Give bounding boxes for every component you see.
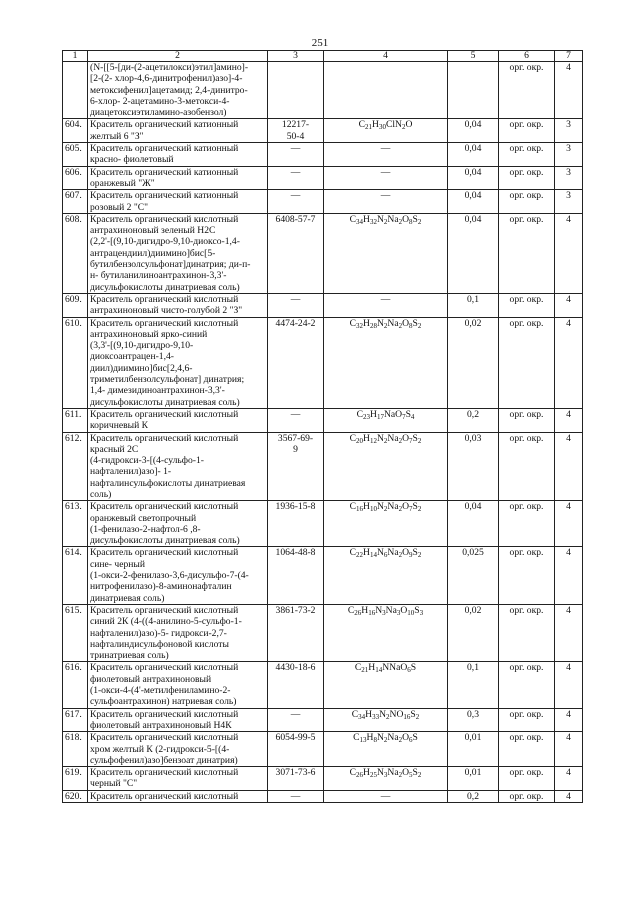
cas-number: 4430-18-6 bbox=[268, 662, 324, 708]
concentration-limit: 0,04 bbox=[448, 501, 499, 547]
cas-number: 1936-15-8 bbox=[268, 501, 324, 547]
substance-name: Краситель органический кислотный синий 2К (4-((4-анилино-5-сульфо-1- нафталенил)азо)-5- гидрокси-2,7- нафталиндисульфоновой кислоты тринатриевая соль) bbox=[88, 604, 268, 661]
concentration-limit bbox=[448, 62, 499, 119]
limiting-index: орг. окр. bbox=[499, 501, 555, 547]
table-row bbox=[63, 213, 583, 293]
limiting-index: орг. окр. bbox=[499, 119, 555, 143]
substance-name: Краситель органический катионный красно- фиолетовый bbox=[88, 143, 268, 167]
hazard-class: 3 bbox=[555, 190, 583, 214]
limiting-index: орг. окр. bbox=[499, 432, 555, 501]
concentration-limit: 0,1 bbox=[448, 293, 499, 317]
table-row bbox=[63, 143, 583, 167]
column-header: 7 bbox=[555, 51, 583, 62]
limiting-index: орг. окр. bbox=[499, 547, 555, 604]
substance-name: Краситель органический кислотный антрахиноновый ярко-синий (3,3'-[(9,10-дигидро-9,10- диоксоантрацен-1,4- диил)диимино]бис[2,4,6- триметилбензолсульфонат] динатрия; 1,4- димезидиноантрахинон-3,3'- дисульфокислоты динатриевая соль) bbox=[88, 317, 268, 408]
hazard-class: 4 bbox=[555, 547, 583, 604]
substance-name: Краситель органический кислотный черный "С" bbox=[88, 767, 268, 791]
hazard-class: 4 bbox=[555, 790, 583, 802]
concentration-limit: 0,02 bbox=[448, 604, 499, 661]
table-row bbox=[63, 408, 583, 432]
substance-name: Краситель органический кислотный фиолетовый антрахиноновый (1-окси-4-(4'-метилфениламино-2- сульфоантрахинон) натриевая соль) bbox=[88, 662, 268, 708]
concentration-limit: 0,04 bbox=[448, 119, 499, 143]
page-number: 251 bbox=[311, 37, 329, 49]
column-header: 6 bbox=[499, 51, 555, 62]
row-number bbox=[63, 62, 88, 119]
limiting-index: орг. окр. bbox=[499, 317, 555, 408]
concentration-limit: 0,03 bbox=[448, 432, 499, 501]
hazard-class: 4 bbox=[555, 708, 583, 732]
table-row bbox=[63, 547, 583, 604]
row-number: 615. bbox=[63, 604, 88, 661]
substance-name: Краситель органический катионный розовый 2 "С" bbox=[88, 190, 268, 214]
concentration-limit: 0,2 bbox=[448, 408, 499, 432]
substance-name: Краситель органический кислотный фиолетовый антрахиноновый Н4К bbox=[88, 708, 268, 732]
concentration-limit: 0,01 bbox=[448, 732, 499, 767]
table-row bbox=[63, 790, 583, 802]
table-row bbox=[63, 119, 583, 143]
cas-number: — bbox=[268, 166, 324, 190]
limiting-index: орг. окр. bbox=[499, 143, 555, 167]
table-row bbox=[63, 166, 583, 190]
table-row bbox=[63, 662, 583, 708]
row-number: 616. bbox=[63, 662, 88, 708]
chemical-formula: $C_{22}H_{14}N_6Na_2O_9S_2$ bbox=[324, 547, 448, 604]
limiting-index: орг. окр. bbox=[499, 708, 555, 732]
cas-number: 6054-99-5 bbox=[268, 732, 324, 767]
row-number: 609. bbox=[63, 293, 88, 317]
row-number: 614. bbox=[63, 547, 88, 604]
cas-number bbox=[268, 62, 324, 119]
hazard-class: 4 bbox=[555, 662, 583, 708]
concentration-limit: 0,04 bbox=[448, 166, 499, 190]
cas-number: — bbox=[268, 293, 324, 317]
limiting-index: орг. окр. bbox=[499, 662, 555, 708]
chemical-formula: $C_{21}H_{30}ClN_2O$ bbox=[324, 119, 448, 143]
table-row bbox=[63, 501, 583, 547]
hazard-class: 3 bbox=[555, 119, 583, 143]
cas-number: — bbox=[268, 708, 324, 732]
row-number: 606. bbox=[63, 166, 88, 190]
row-number: 607. bbox=[63, 190, 88, 214]
concentration-limit: 0,01 bbox=[448, 767, 499, 791]
concentration-limit: 0,3 bbox=[448, 708, 499, 732]
substance-name: (N-[[5-[ди-(2-ацетилокси)этил]амино]- [2-(2- хлор-4,6-динитрофенил)азо]-4- метоксифенил]ацетамид; 2,4-динитро- 6-хлор- 2-ацетамино-3-метокси-4- диацетоксиэтиламино-азобензол) bbox=[88, 62, 268, 119]
limiting-index: орг. окр. bbox=[499, 62, 555, 119]
limiting-index: орг. окр. bbox=[499, 213, 555, 293]
cas-number: 4474-24-2 bbox=[268, 317, 324, 408]
substance-name: Краситель органический кислотный антрахиноновый зеленый Н2С (2,2'-[(9,10-дигидро-9,10-диоксо-1,4- антрацендиил)диимино]бис[5- бутилбензолсульфонат]динатрия; ди-п- н- бутиланилиноантрахинон-3,3'- дисульфокислоты динатриевая соль) bbox=[88, 213, 268, 293]
cas-number: 3071-73-6 bbox=[268, 767, 324, 791]
table-row bbox=[63, 293, 583, 317]
cas-number: — bbox=[268, 408, 324, 432]
chemical-formula bbox=[324, 62, 448, 119]
hazard-class: 4 bbox=[555, 213, 583, 293]
limiting-index: орг. окр. bbox=[499, 293, 555, 317]
concentration-limit: 0,04 bbox=[448, 213, 499, 293]
row-number: 611. bbox=[63, 408, 88, 432]
cas-number: — bbox=[268, 143, 324, 167]
row-number: 618. bbox=[63, 732, 88, 767]
row-number: 612. bbox=[63, 432, 88, 501]
substances-table bbox=[62, 50, 583, 803]
chemical-formula: $C_{32}H_{28}N_2Na_2O_8S_2$ bbox=[324, 317, 448, 408]
limiting-index: орг. окр. bbox=[499, 732, 555, 767]
concentration-limit: 0,025 bbox=[448, 547, 499, 604]
row-number: 608. bbox=[63, 213, 88, 293]
row-number: 610. bbox=[63, 317, 88, 408]
chemical-formula: — bbox=[324, 790, 448, 802]
cas-number: — bbox=[268, 190, 324, 214]
limiting-index: орг. окр. bbox=[499, 604, 555, 661]
hazard-class: 4 bbox=[555, 408, 583, 432]
table-row bbox=[63, 708, 583, 732]
concentration-limit: 0,04 bbox=[448, 190, 499, 214]
chemical-formula: $C_{20}H_{12}N_2Na_2O_7S_2$ bbox=[324, 432, 448, 501]
row-number: 620. bbox=[63, 790, 88, 802]
row-number: 619. bbox=[63, 767, 88, 791]
hazard-class: 4 bbox=[555, 732, 583, 767]
chemical-formula: $C_{26}H_{25}N_3Na_2O_5S_2$ bbox=[324, 767, 448, 791]
chemical-formula: $C_{23}H_{17}NaO_7S_4$ bbox=[324, 408, 448, 432]
column-header: 4 bbox=[324, 51, 448, 62]
row-number: 604. bbox=[63, 119, 88, 143]
cas-number: 3861-73-2 bbox=[268, 604, 324, 661]
hazard-class: 4 bbox=[555, 293, 583, 317]
row-number: 617. bbox=[63, 708, 88, 732]
header-row bbox=[63, 51, 583, 62]
substance-name: Краситель органический катионный оранжевый "Ж" bbox=[88, 166, 268, 190]
row-number: 613. bbox=[63, 501, 88, 547]
column-header: 5 bbox=[448, 51, 499, 62]
substance-name: Краситель органический кислотный коричневый К bbox=[88, 408, 268, 432]
hazard-class: 3 bbox=[555, 143, 583, 167]
concentration-limit: 0,02 bbox=[448, 317, 499, 408]
table-row bbox=[63, 767, 583, 791]
table-row bbox=[63, 317, 583, 408]
cas-number: 12217- 50-4 bbox=[268, 119, 324, 143]
table-row bbox=[63, 432, 583, 501]
cas-number: 6408-57-7 bbox=[268, 213, 324, 293]
hazard-class: 4 bbox=[555, 604, 583, 661]
limiting-index: орг. окр. bbox=[499, 166, 555, 190]
limiting-index: орг. окр. bbox=[499, 190, 555, 214]
chemical-formula: $C_{34}H_{33}N_2NO_{16}S_2$ bbox=[324, 708, 448, 732]
hazard-class: 4 bbox=[555, 317, 583, 408]
cas-number: — bbox=[268, 790, 324, 802]
cas-number: 1064-48-8 bbox=[268, 547, 324, 604]
table-row bbox=[63, 62, 583, 119]
substance-name: Краситель органический кислотный антрахиноновый чисто-голубой 2 "З" bbox=[88, 293, 268, 317]
chemical-formula: $C_{34}H_{32}N_2Na_2O_8S_2$ bbox=[324, 213, 448, 293]
table-row bbox=[63, 190, 583, 214]
table-row bbox=[63, 604, 583, 661]
hazard-class: 4 bbox=[555, 432, 583, 501]
hazard-class: 3 bbox=[555, 166, 583, 190]
hazard-class: 4 bbox=[555, 501, 583, 547]
column-header: 3 bbox=[268, 51, 324, 62]
hazard-class: 4 bbox=[555, 767, 583, 791]
chemical-formula: — bbox=[324, 166, 448, 190]
substance-name: Краситель органический кислотный оранжевый светопрочный (1-фенилазо-2-нафтол-6 ,8- дисульфокислоты динатриевая соль) bbox=[88, 501, 268, 547]
chemical-formula: $C_{21}H_{14}NNaO_6S$ bbox=[324, 662, 448, 708]
chemical-formula: — bbox=[324, 190, 448, 214]
concentration-limit: 0,04 bbox=[448, 143, 499, 167]
chemical-formula: — bbox=[324, 293, 448, 317]
column-header: 1 bbox=[63, 51, 88, 62]
row-number: 605. bbox=[63, 143, 88, 167]
table-row bbox=[63, 732, 583, 767]
chemical-formula: $C_{13}H_8N_2Na_2O_6S$ bbox=[324, 732, 448, 767]
concentration-limit: 0,1 bbox=[448, 662, 499, 708]
chemical-formula: — bbox=[324, 143, 448, 167]
substance-name: Краситель органический кислотный красный 2С (4-гидрокси-3-[(4-сульфо-1- нафталенил)азо]- 1- нафталинсульфокислоты динатриевая соль) bbox=[88, 432, 268, 501]
chemical-formula: $C_{26}H_{16}N_3Na_3O_{10}S_3$ bbox=[324, 604, 448, 661]
substance-name: Краситель органический кислотный bbox=[88, 790, 268, 802]
limiting-index: орг. окр. bbox=[499, 767, 555, 791]
column-header: 2 bbox=[88, 51, 268, 62]
substance-name: Краситель органический катионный желтый 6 "З" bbox=[88, 119, 268, 143]
chemical-formula: $C_{16}H_{10}N_2Na_2O_7S_2$ bbox=[324, 501, 448, 547]
substance-name: Краситель органический кислотный хром желтый К (2-гидрокси-5-[(4- сульфофенил)азо]бензоат динатрия) bbox=[88, 732, 268, 767]
hazard-class: 4 bbox=[555, 62, 583, 119]
cas-number: 3567-69- 9 bbox=[268, 432, 324, 501]
concentration-limit: 0,2 bbox=[448, 790, 499, 802]
substance-name: Краситель органический кислотный сине- черный (1-окси-2-фенилазо-3,6-дисульфо-7-(4- нитрофенилазо)-8-аминонафталин динатриевая соль) bbox=[88, 547, 268, 604]
limiting-index: орг. окр. bbox=[499, 790, 555, 802]
limiting-index: орг. окр. bbox=[499, 408, 555, 432]
